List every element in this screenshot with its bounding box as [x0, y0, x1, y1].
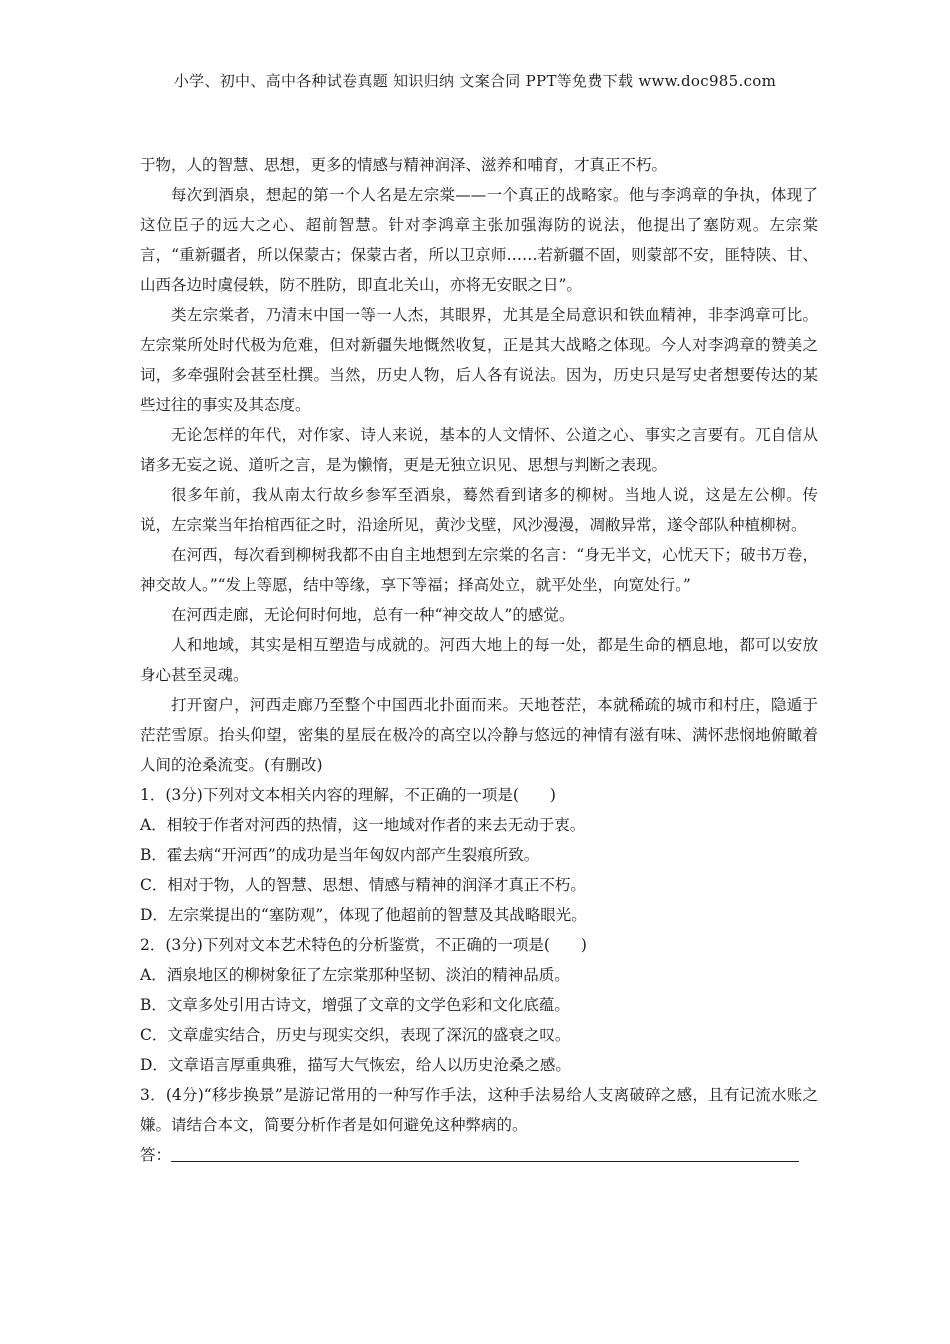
question-3-stem: 3．(4分)“移步换景”是游记常用的一种写作手法，这种手法易给人支离破碎之感，且有记流水账之嫌。请结合本文，简要分析作者是如何避免这种弊病的。 — [140, 1086, 818, 1134]
question-2-option-d: D．文章语言厚重典雅，描写大气恢宏，给人以历史沧桑之感。 — [140, 1056, 571, 1074]
paragraph: 无论怎样的年代，对作家、诗人来说，基本的人文情怀、公道之心、事实之言要有。兀自信从诸多无妄之说、道听之言，是为懒惰，更是无独立识见、思想与判断之表现。 — [140, 426, 818, 474]
paragraph: 在河西，每次看到柳树我都不由自主地想到左宗棠的名言：“身无半文，心忧天下；破书万卷，神交故人。”“发上等愿，结中等缘，享下等福；择高处立，就平处坐，向宽处行。” — [140, 546, 818, 594]
document-body — [140, 150, 818, 1170]
paragraph: 于物，人的智慧、思想，更多的情感与精神润泽、滋养和哺育，才真正不朽。 — [140, 156, 668, 174]
answer-row — [140, 1140, 818, 1170]
answer-label: 答： — [140, 1146, 172, 1164]
answer-line[interactable] — [171, 1143, 799, 1162]
page-header: 小学、初中、高中各种试卷真题 知识归纳 文案合同 PPT等免费下载 www.doc985.com — [173, 72, 777, 90]
paragraph: 人和地域，其实是相互塑造与成就的。河西大地上的每一处，都是生命的栖息地，都可以安放身心甚至灵魂。 — [140, 636, 818, 684]
question-1-option-b: B．霍去病“开河西”的成功是当年匈奴内部产生裂痕所致。 — [140, 846, 540, 864]
question-1-option-d: D．左宗棠提出的“塞防观”，体现了他超前的智慧及其战略眼光。 — [140, 906, 587, 924]
paragraph: 每次到酒泉，想起的第一个人名是左宗棠——一个真正的战略家。他与李鸿章的争执，体现了这位臣子的远大之心、超前智慧。针对李鸿章主张加强海防的说法，他提出了塞防观。左宗棠言，“重新疆者，所以保蒙古；保蒙古者，所以卫京师……若新疆不固，则蒙部不安，匪特陕、甘、山西各边时虞侵轶，防不胜防，即直北关山，亦将无安眠之日”。 — [140, 186, 818, 294]
question-2-option-a: A．酒泉地区的柳树象征了左宗棠那种坚韧、淡泊的精神品质。 — [140, 966, 570, 984]
paragraph: 在河西走廊，无论何时何地，总有一种“神交故人”的感觉。 — [171, 606, 575, 624]
question-2-stem: 2．(3分)下列对文本艺术特色的分析鉴赏，不正确的一项是( ) — [140, 936, 587, 954]
paragraph: 很多年前，我从南太行故乡参军至酒泉，蓦然看到诸多的柳树。当地人说，这是左公柳。传说，左宗棠当年抬棺西征之时，沿途所见，黄沙戈壁，风沙漫漫，凋敝异常，遂令部队种植柳树。 — [140, 486, 818, 534]
question-2-option-c: C．文章虚实结合，历史与现实交织，表现了深沉的盛衰之叹。 — [140, 1026, 571, 1044]
question-1-stem: 1．(3分)下列对文本相关内容的理解，不正确的一项是( ) — [140, 786, 556, 804]
question-1-option-a: A．相较于作者对河西的热情，这一地域对作者的来去无动于衷。 — [140, 816, 586, 834]
question-1-option-c: C．相对于物，人的智慧、思想、情感与精神的润泽才真正不朽。 — [140, 876, 586, 894]
paragraph: 打开窗户，河西走廊乃至整个中国西北扑面而来。天地苍茫，本就稀疏的城市和村庄，隐遁于茫茫雪原。抬头仰望，密集的星辰在极冷的高空以冷静与悠远的神情有滋有味、满怀悲悯地俯瞰着人间的沧桑流变。(有删改) — [140, 696, 818, 774]
question-2-option-b: B．文章多处引用古诗文，增强了文章的文学色彩和文化底蕴。 — [140, 996, 570, 1014]
paragraph: 类左宗棠者，乃清末中国一等一人杰，其眼界，尤其是全局意识和铁血精神，非李鸿章可比。左宗棠所处时代极为危难，但对新疆失地慨然收复，正是其大战略之体现。今人对李鸿章的赞美之词，多牵强附会甚至杜撰。当然，历史人物，后人各有说法。因为，历史只是写史者想要传达的某些过往的事实及其态度。 — [140, 306, 818, 414]
